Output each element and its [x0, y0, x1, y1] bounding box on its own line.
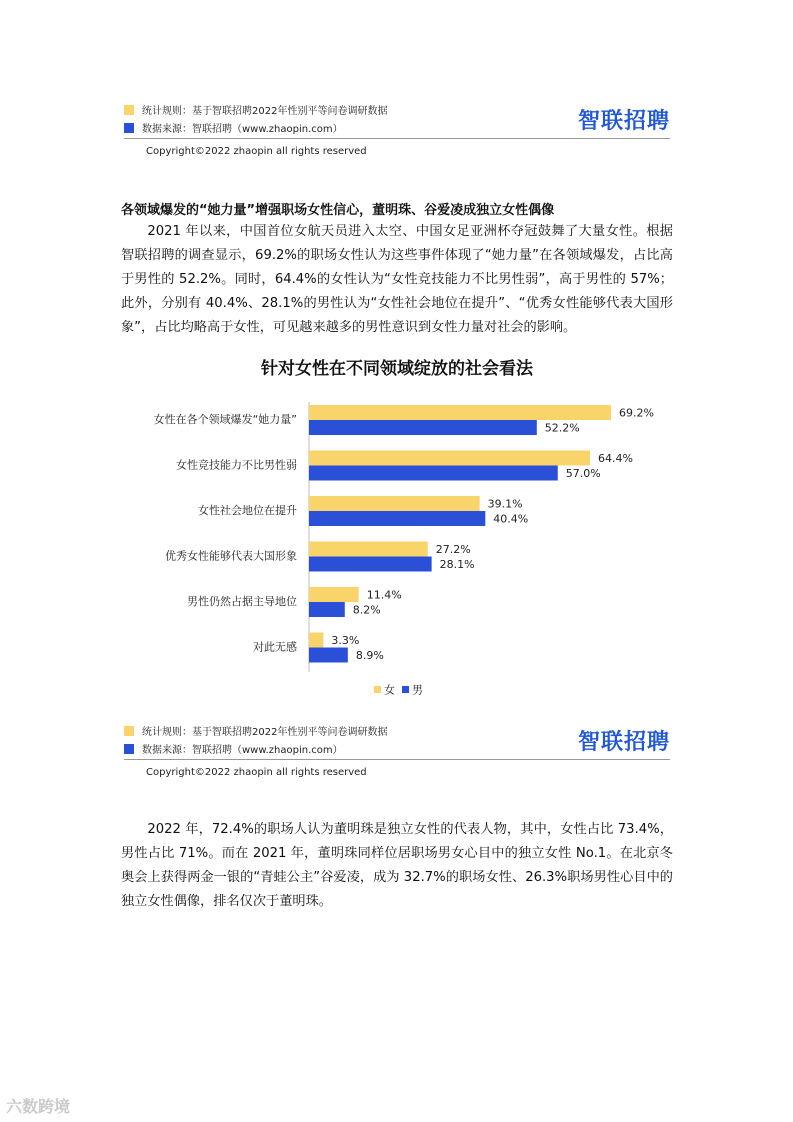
bar-female: [309, 451, 590, 466]
paragraph-1: 2021 年以来，中国首位女航天员进入太空、中国女足亚洲杯夺冠鼓舞了大量女性。根据智联招聘的调查显示，69.2%的职场女性认为这些事件体现了“她力量”在各领域爆发，占比高于男性的 52.2%。同时，64.4%的女性认为“女性竞技能力不比男性弱”，高于男性的 57%；此外，分别有 40.4%、28.1%的男性认为“女性社会地位在提升”、“优秀女性能够代表大国形象”，占比均略高于女性，可见越来越多的男性意识到女性力量对社会的影响。: [121, 224, 673, 335]
header-divider: [124, 138, 670, 139]
category-label: 女性在各个领域爆发“她力量”: [153, 413, 297, 426]
value-label-female: 64.4%: [598, 452, 634, 465]
zhaopin-logo: 智联招聘: [577, 730, 670, 755]
category-label: 优秀女性能够代表大国形象: [165, 549, 297, 563]
footer-copyright: Copyright©2022 zhaopin all rights reserved: [146, 767, 367, 778]
bar-male: [309, 557, 432, 572]
bar-male: [309, 602, 345, 617]
bar-female: [309, 496, 480, 511]
section-heading: 各领域爆发的“她力量”增强职场女性信心，董明珠、谷爱凌成独立女性偶像: [121, 203, 555, 218]
bar-male: [309, 511, 485, 526]
value-label-male: 8.9%: [355, 649, 384, 662]
value-label-male: 28.1%: [439, 558, 475, 571]
paragraph-1-block: [121, 220, 673, 340]
paragraph-2-block: [121, 818, 673, 914]
legend-swatch-male: [402, 686, 409, 693]
bar-male: [309, 420, 537, 435]
header-rule-row: [124, 102, 387, 117]
legend-label-male: 男: [412, 683, 423, 697]
paragraph-2: 2022 年，72.4%的职场人认为董明珠是独立女性的代表人物，其中，女性占比 73.4%，男性占比 71%。而在 2021 年，董明珠同样位居职场男女心目中的独立女性 No.1。在北京冬奥会上获得两金一银的“青蛙公主”谷爱凌，成为 32.7%的职场女性、26.3%职场男性心目中的独立女性偶像，排名仅次于董明珠。: [121, 822, 673, 909]
bar-female: [309, 405, 611, 420]
watermark: 六数跨境: [6, 1097, 71, 1116]
footer-divider: [124, 759, 670, 760]
bar-male: [309, 648, 348, 663]
header-source-row: [124, 120, 343, 135]
yellow-square-icon: [124, 105, 134, 115]
yellow-square-icon: [124, 726, 134, 736]
legend-label-female: 女: [384, 683, 395, 697]
bar-female: [309, 587, 359, 602]
value-label-female: 27.2%: [435, 543, 471, 556]
bar-female: [309, 542, 428, 557]
value-label-female: 69.2%: [619, 406, 654, 420]
header-copyright: Copyright©2022 zhaopin all rights reserved: [146, 146, 367, 157]
value-label-female: 3.3%: [331, 634, 360, 647]
value-label-female: 11.4%: [366, 588, 402, 602]
legend-swatch-female: [374, 686, 381, 693]
category-label: 女性社会地位在提升: [198, 504, 297, 517]
footer-source-text: 数据来源：智联招聘（www.zhaopin.com）: [142, 745, 343, 756]
footer-note-block: [124, 717, 670, 783]
bar-male: [309, 466, 558, 481]
header-rule-text: 统计规则：基于智联招聘2022年性别平等问卷调研数据: [142, 106, 388, 117]
header-source-text: 数据来源：智联招聘（www.zhaopin.com）: [142, 124, 343, 135]
footer-source-row: [124, 741, 343, 756]
footer-rule-text: 统计规则：基于智联招聘2022年性别平等问卷调研数据: [142, 727, 388, 738]
category-label: 对此无感: [253, 640, 297, 654]
value-label-male: 8.2%: [352, 603, 381, 617]
category-label: 女性竞技能力不比男性弱: [176, 458, 297, 472]
bar-chart: [0, 350, 793, 710]
bar-female: [309, 633, 323, 648]
footer-rule-row: [124, 723, 387, 738]
chart-title: 针对女性在不同领域绽放的社会看法: [261, 359, 533, 379]
value-label-male: 57.0%: [565, 467, 601, 480]
zhaopin-logo: 智联招聘: [577, 109, 670, 134]
chart-legend: [374, 683, 423, 697]
header-note-block: [124, 96, 670, 162]
value-label-male: 52.2%: [544, 421, 580, 435]
category-label: 男性仍然占据主导地位: [187, 595, 297, 608]
value-label-female: 39.1%: [487, 497, 523, 511]
value-label-male: 40.4%: [493, 512, 529, 526]
blue-square-icon: [124, 744, 134, 754]
blue-square-icon: [124, 123, 134, 133]
